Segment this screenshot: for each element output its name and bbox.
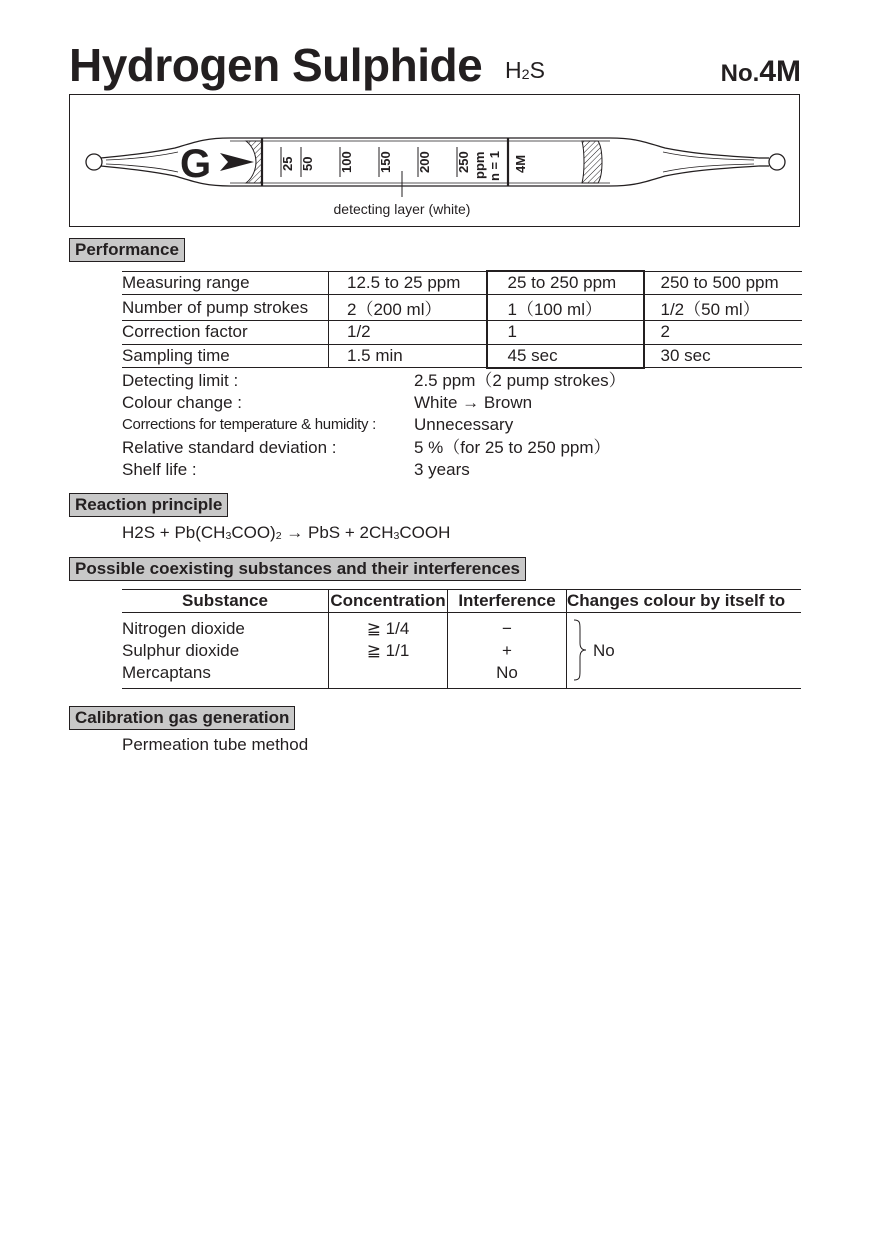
spec-label: Colour change : [122, 393, 243, 412]
table-cell: 12.5 to 25 ppm [329, 271, 487, 295]
spec-label: Detecting limit : [122, 371, 239, 390]
calibration-heading: Calibration gas generation [69, 706, 295, 730]
tube-drawing [70, 95, 801, 228]
spec-label: Shelf life : [122, 460, 197, 479]
detecting-layer-caption: detecting layer (white) [333, 201, 471, 217]
formula-subscript: 2 [521, 67, 530, 83]
equation-part: H2S + Pb(CH [122, 523, 226, 542]
interferences-heading: Possible coexisting substances and their interferences [69, 557, 526, 581]
table-cell-highlighted: 45 sec [487, 344, 644, 368]
table-cell: 2（200 ml） [329, 295, 487, 321]
column-header: Interference [448, 590, 567, 613]
scale-label-50: 50 [300, 156, 315, 171]
row-label: Correction factor [122, 321, 329, 345]
column-header: Concentration [329, 590, 448, 613]
spec-value: 2.5 ppm（2 pump strokes） [414, 371, 626, 390]
interference-value: + [502, 641, 512, 660]
tube-tip-right [769, 154, 785, 170]
table-header-row [122, 590, 801, 613]
right-brace-icon [573, 619, 587, 681]
scale-label-150: 150 [378, 151, 393, 173]
equation-subscript: 3 [225, 530, 232, 542]
filter-plug-right [582, 141, 602, 183]
reaction-heading: Reaction principle [69, 493, 228, 517]
table-row [122, 344, 802, 368]
row-label: Measuring range [122, 271, 329, 295]
concentration-value: ≧ 1/4 [366, 619, 410, 638]
detector-tube-illustration [69, 94, 800, 227]
table-cell: 1/2（50 ml） [644, 295, 802, 321]
tube-number [721, 55, 801, 89]
table-cell-highlighted: 25 to 250 ppm [487, 271, 644, 295]
spec-value: Unnecessary [414, 415, 514, 434]
row-label: Number of pump strokes [122, 295, 329, 321]
spec-value: White → Brown [414, 393, 533, 412]
equation-subscript: 2 [275, 530, 282, 542]
concentration-value [329, 662, 447, 684]
table-cell: 1/2 [329, 321, 487, 345]
formula-element: H [505, 57, 522, 83]
tube-tip-left [86, 154, 102, 170]
interference-value: No [496, 663, 518, 682]
tube-code-label: 4M [513, 154, 528, 173]
scale-label-250: 250 [456, 151, 471, 173]
gastec-logo: G [180, 142, 212, 186]
formula-element-end: S [529, 57, 545, 83]
calibration-method: Permeation tube method [122, 735, 309, 754]
table-cell: 250 to 500 ppm [644, 271, 802, 295]
table-cell: 30 sec [644, 344, 802, 368]
unit-label: ppm [472, 151, 487, 179]
strokes-label: n = 1 [487, 151, 502, 181]
page-title: Hydrogen Sulphide [69, 39, 483, 91]
reaction-equation [122, 522, 450, 546]
substance-name: Sulphur dioxide [122, 641, 240, 660]
equation-part: → PbS + 2CH [281, 523, 394, 542]
tube-number-code: 4M [759, 55, 801, 88]
table-cell: 1.5 min [329, 344, 487, 368]
spec-label: Relative standard deviation : [122, 438, 337, 457]
scale-label-100: 100 [339, 151, 354, 173]
concentration-value: ≧ 1/1 [366, 641, 410, 660]
interferences-table [122, 589, 801, 689]
interference-value: − [502, 619, 512, 638]
row-label: Sampling time [122, 344, 329, 368]
table-row [122, 321, 802, 345]
tube-number-prefix: No. [720, 60, 760, 87]
substance-name: Nitrogen dioxide [122, 619, 245, 638]
column-header: Substance [122, 590, 329, 613]
changes-colour-value: No [593, 641, 615, 660]
chemical-formula [505, 57, 545, 84]
performance-table [122, 270, 802, 369]
table-row [122, 295, 802, 321]
performance-heading: Performance [69, 238, 185, 262]
column-header: Changes colour by itself to [567, 590, 802, 613]
spec-value: 3 years [414, 460, 470, 479]
table-row [122, 613, 801, 689]
table-cell: 2 [644, 321, 802, 345]
table-row [122, 271, 802, 295]
substance-name: Mercaptans [122, 663, 211, 682]
spec-label: Corrections for temperature & humidity : [122, 416, 376, 433]
spec-value: 5 %（for 25 to 250 ppm） [414, 438, 611, 457]
equation-part: COOH [399, 523, 451, 542]
equation-part: COO) [231, 523, 276, 542]
table-cell-highlighted: 1（100 ml） [487, 295, 644, 321]
equation-subscript: 3 [393, 530, 400, 542]
scale-label-200: 200 [417, 151, 432, 173]
scale-label-25: 25 [280, 156, 295, 171]
table-cell-highlighted: 1 [487, 321, 644, 345]
flow-arrow-icon [220, 153, 254, 171]
